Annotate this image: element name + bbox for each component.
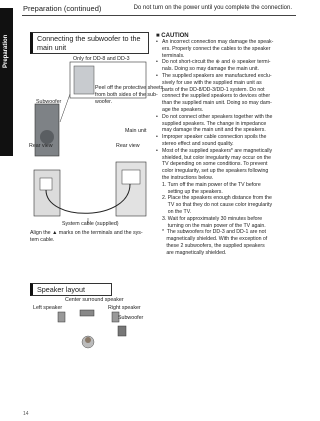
header-rule <box>22 15 296 16</box>
section-title-connecting-subwoofer <box>30 32 149 54</box>
caution-item-line: Do not short-circuit the ⊕ and ⊖ speaker termi- <box>162 59 271 66</box>
caution-item-line: shielded, but color irregularity may occur on the <box>162 154 271 161</box>
caution-item <box>156 148 294 182</box>
bullet-icon: • <box>156 59 158 66</box>
caution-item <box>156 39 294 59</box>
footnote-line: these 2 subwoofers, the supplied speakers <box>162 242 265 249</box>
caution-step <box>156 195 294 215</box>
caution-item-line: than the supplied main unit. Doing so may dam- <box>162 100 272 107</box>
caution-step-line: 2. Place the speakers enough distance from the <box>162 195 272 202</box>
caution-item-line: ers. Properly connect the cables to the speaker <box>162 45 271 52</box>
label-system-cable: System cable (supplied) <box>62 221 119 227</box>
bullet-icon: • <box>156 134 158 141</box>
caution-item <box>156 114 294 134</box>
connection-diagram <box>30 52 150 227</box>
caution-step-line: 1. Turn off the main power of the TV before <box>162 181 261 188</box>
side-tab-label: Preparation <box>3 34 9 68</box>
label-rear-view-right: Rear view <box>116 143 140 149</box>
footnote-line: * The subwoofers for DD-3 and DD-1 are not <box>162 229 266 236</box>
align-line2: tem cable. <box>30 237 55 243</box>
label-right-speaker: Right speaker <box>108 305 141 311</box>
caution-item <box>156 73 294 114</box>
align-instructions <box>30 230 150 244</box>
caution-item <box>156 59 294 73</box>
label-center-surround: Center surround speaker <box>65 297 124 303</box>
bullet-icon: • <box>156 113 158 120</box>
caution-step-line: on the TV. <box>162 208 192 215</box>
caution-item-line: TV depending on some conditions. To prevent <box>162 161 268 168</box>
caution-item-line: connect the supplied speakers to devices other <box>162 93 271 100</box>
label-main-unit: Main unit <box>125 128 147 134</box>
caution-item-line: Most of the supplied speakers* are magnetically <box>162 147 273 154</box>
align-line1: Align the ▲ marks on the terminals and the sys- <box>30 230 143 236</box>
caution-item-line: color irregularity, set up the speakers following <box>162 168 269 175</box>
caution-item-line: The supplied speakers are manufactured exclu- <box>162 72 272 79</box>
caution-list <box>156 39 294 182</box>
caution-heading: ■ CAUTION <box>156 33 189 39</box>
bullet-icon: • <box>156 39 158 45</box>
caution-item-line: age the speakers. <box>162 106 204 113</box>
page-header-notice: Do not turn on the power until you complete the connection. <box>133 5 292 11</box>
caution-item-line: Do not connect other speakers together with the <box>162 113 273 120</box>
page-header-title: Preparation (continued) <box>23 4 102 13</box>
connection-diagram-svg <box>30 52 150 227</box>
caution-step-line: TV so that they do not cause color irregularity <box>162 202 273 209</box>
label-peel-line1: Peel off the protective sheets <box>95 85 164 91</box>
caution-block <box>156 33 294 257</box>
label-only-for: Only for DD-8 and DD-3 <box>73 56 130 62</box>
section-title-line1: Connecting the subwoofer to the <box>37 34 141 43</box>
section-title-line2: main unit <box>37 43 67 52</box>
caution-steps <box>156 182 294 230</box>
caution-item-line: An incorrect connection may damage the speak- <box>162 39 274 45</box>
caution-item-line: the instructions below. <box>162 174 214 181</box>
label-peel-line3: woofer. <box>95 99 113 105</box>
caution-item <box>156 134 294 148</box>
caution-item-line: nals. Doing so may damage the main unit. <box>162 66 259 73</box>
caution-item-line: sively for use with the supplied main unit as <box>162 79 262 86</box>
caution-step-line: turning on the main power of the TV again. <box>162 222 266 229</box>
label-left-speaker: Left speaker <box>33 305 63 311</box>
caution-item-line: supplied speakers. The change in impedance <box>162 120 267 127</box>
caution-item-line: stereo effect and sound quality. <box>162 140 234 147</box>
label-subwoofer-layout: Subwoofer <box>118 315 144 321</box>
label-peel-line2: from both sides of the sub- <box>95 92 158 98</box>
bullet-icon: • <box>156 72 158 79</box>
caution-item-line: parts of the DD-8/DD-3/DD-1 system. Do not <box>162 86 265 93</box>
footnote-line: are magnetically shielded. <box>162 249 227 256</box>
caution-step <box>156 216 294 230</box>
page-number: 14 <box>23 411 29 417</box>
caution-step <box>156 182 294 196</box>
caution-item-line: terminals. <box>162 52 185 59</box>
side-section-tab <box>0 8 13 156</box>
caution-footnote <box>156 229 294 256</box>
section-title-speaker-layout: Speaker layout <box>30 283 112 296</box>
label-subwoofer: Subwoofer <box>36 99 62 105</box>
caution-item-line: Improper speaker cable connection spoils the <box>162 134 267 141</box>
caution-item-line: may damage the main unit and the speakers. <box>162 127 266 134</box>
bullet-icon: • <box>156 147 158 154</box>
label-rear-view-left: Rear view <box>29 143 53 149</box>
caution-step-line: 3. Wait for approximately 30 minutes before <box>162 215 263 222</box>
footnote-line: magnetically shielded. With the exception of <box>162 236 268 243</box>
caution-step-line: setting up the speakers. <box>162 188 223 195</box>
